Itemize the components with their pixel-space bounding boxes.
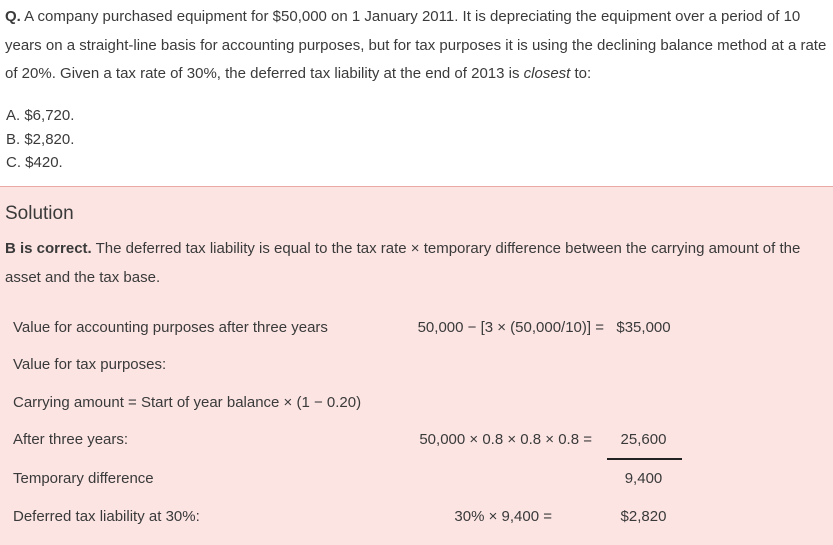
row-result: $2,820 [620, 508, 667, 525]
option-b: B. $2,820. [6, 130, 75, 148]
answer-options [6, 104, 74, 175]
row-accounting-value [0, 319, 833, 343]
row-label: Temporary difference [13, 470, 154, 487]
row-tax-value-heading [0, 356, 833, 380]
row-result: 9,400 [624, 470, 663, 487]
row-calc: 50,000 × 0.8 × 0.8 × 0.8 = [419, 431, 592, 448]
row-result: $35,000 [616, 319, 671, 336]
solution-explanation [5, 235, 827, 292]
option-a: A. $6,720. [6, 107, 75, 124]
row-label: Value for accounting purposes after three years [13, 319, 328, 336]
row-temporary-difference [0, 470, 833, 494]
row-label: After three years: [13, 431, 129, 448]
row-calc: 30% × 9,400 = [454, 508, 552, 525]
row-calc: 50,000 − [3 × (50,000/10)] = [417, 319, 604, 336]
solution-lead: B is correct. [5, 240, 92, 257]
row-carrying-amount [0, 394, 833, 418]
solution-body: The deferred tax liability is equal to the tax rate × temporary difference between the carrying amount of the asset and the tax base. [5, 240, 801, 286]
row-label: Deferred tax liability at 30%: [13, 508, 200, 525]
question-emphasis: closest [523, 65, 571, 82]
question-text [5, 3, 827, 89]
question-prefix: Q. [5, 8, 21, 25]
solution-title: Solution [5, 203, 74, 224]
row-label: Value for tax purposes: [13, 356, 167, 373]
subtotal-rule [607, 458, 682, 460]
row-result: 25,600 [620, 431, 667, 448]
row-after-three-years [0, 431, 833, 455]
question-end: to: [570, 65, 592, 82]
option-c: C. $420. [6, 154, 63, 171]
question-body: A company purchased equipment for $50,000 on 1 January 2011. It is depreciating the equipment over a period of 10 years on a straight-line basis for accounting purposes, but for tax purposes it is using the declining balance method at a rate of 20%. Given a tax rate of 30%, the deferred tax liability at the end of 2013 is [5, 8, 827, 82]
solution-panel [0, 186, 833, 545]
row-label: Carrying amount = Start of year balance × (1 − 0.20) [13, 394, 362, 411]
row-deferred-tax-liability [0, 508, 833, 532]
